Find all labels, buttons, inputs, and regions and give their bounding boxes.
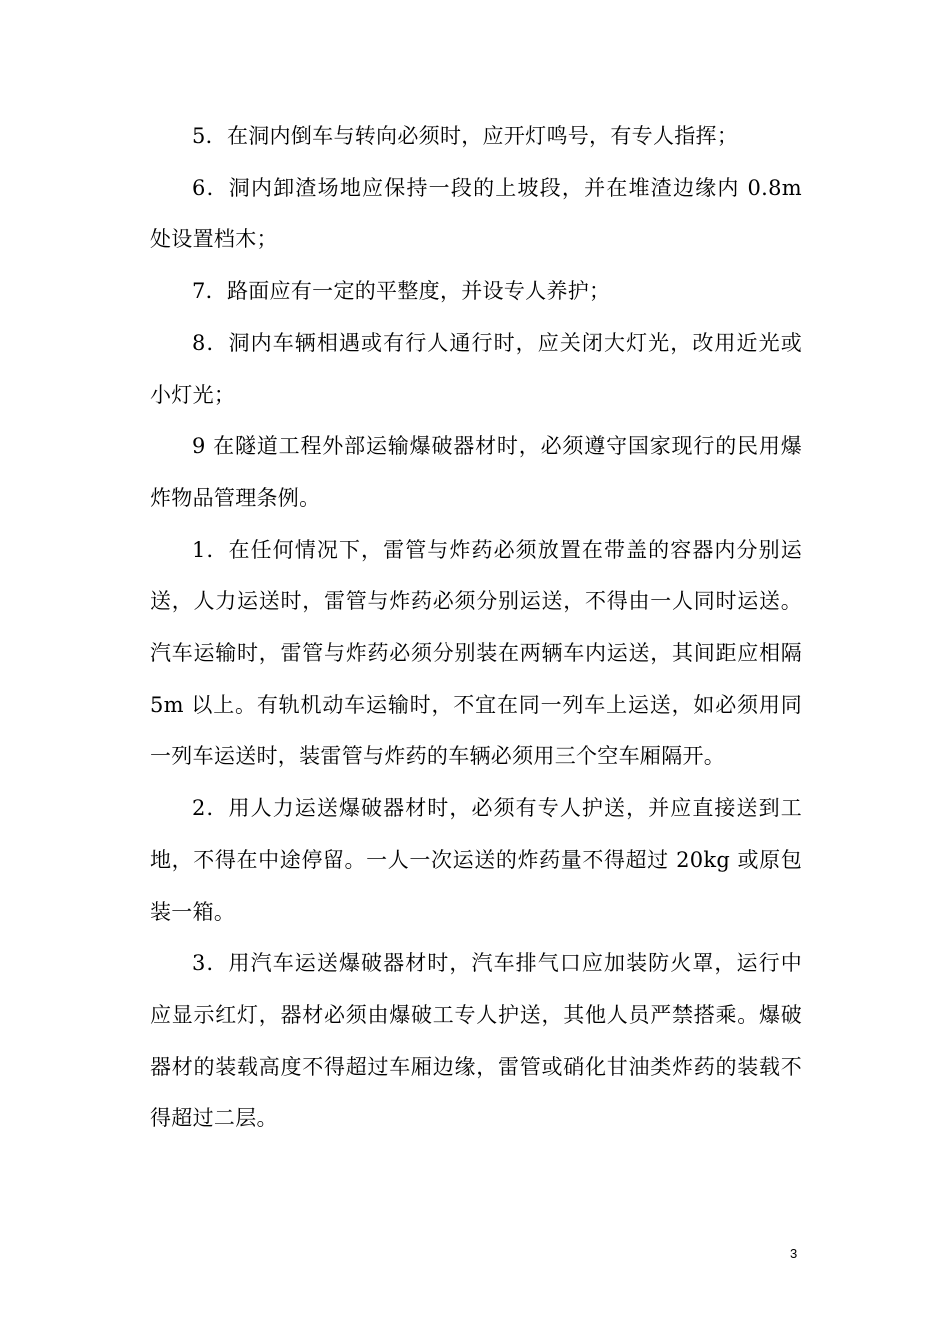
paragraph-item-6: 6．洞内卸渣场地应保持一段的上坡段，并在堆渣边缘内 0.8m 处设置档木； [150,175,802,252]
paragraph-item-3: 3．用汽车运送爆破器材时，汽车排气口应加装防火罩，运行中应显示红灯，器材必须由爆破工专人护送，其他人员严禁搭乘。爆破器材的装载高度不得超过车厢边缘，雷管或硝化甘油类炸药的装载不得超过二层。 [150,951,802,1131]
paragraph-item-2: 2．用人力运送爆破器材时，必须有专人护送，并应直接送到工地，不得在中途停留。一人一次运送的炸药量不得超过 20kg 或原包装一箱。 [150,796,802,924]
paragraph-section-9: 9 在隧道工程外部运输爆破器材时，必须遵守国家现行的民用爆炸物品管理条例。 [150,434,802,510]
page-number: 3 [790,1246,798,1261]
document-body [150,111,802,1145]
paragraph-item-1: 1．在任何情况下，雷管与炸药必须放置在带盖的容器内分别运送，人力运送时，雷管与炸药必须分别运送，不得由一人同时运送。汽车运输时，雷管与炸药必须分别装在两辆车内运送，其间距应相隔 5m 以上。有轨机动车运输时，不宜在同一列车上运送，如必须用同一列车运送时，装雷管与炸药的车辆必须用三个空车厢隔开。 [150,537,802,769]
paragraph-item-7: 7．路面应有一定的平整度，并设专人养护； [192,279,611,304]
paragraph-item-5: 5．在洞内倒车与转向必须时，应开灯鸣号，有专人指挥； [192,124,739,148]
paragraph-item-8: 8．洞内车辆相遇或有行人通行时，应关闭大灯光，改用近光或小灯光； [150,330,802,407]
